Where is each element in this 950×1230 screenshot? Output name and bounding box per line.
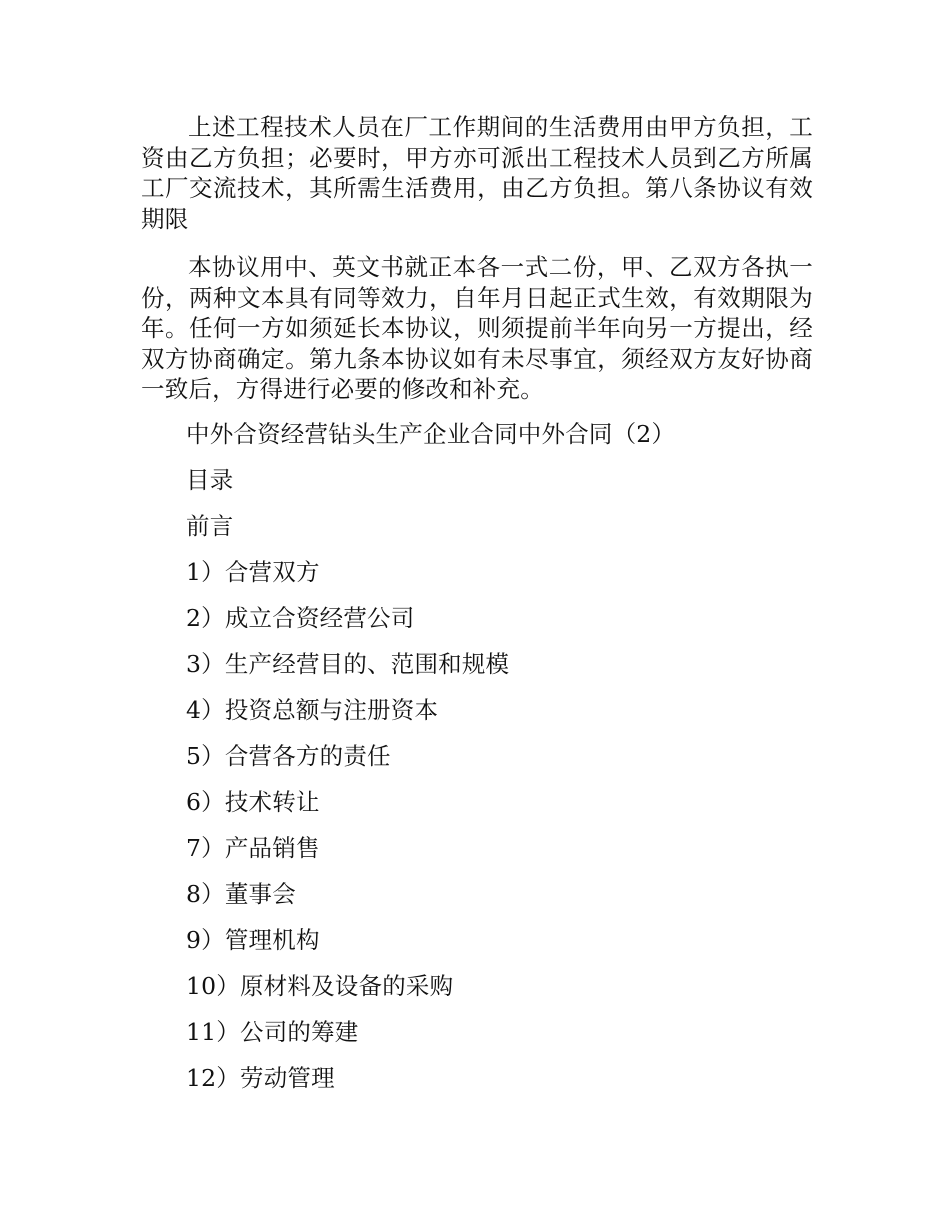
- contract-heading: 中外合资经营钻头生产企业合同中外合同（2）: [186, 420, 676, 448]
- toc-item: 8）董事会: [186, 880, 296, 908]
- toc-item: 10）原材料及设备的采购: [186, 972, 454, 1000]
- paragraph-living-expenses: 上述工程技术人员在厂工作期间的生活费用由甲方负担，工资由乙方负担；必要时，甲方亦可派出工程技术人员到乙方所属工厂交流技术，其所需生活费用，由乙方负担。第八条协议有效期限: [141, 113, 813, 233]
- toc-item: 前言: [186, 512, 234, 540]
- toc-item: 1）合营双方: [186, 558, 320, 586]
- toc-item: 7）产品销售: [186, 834, 320, 862]
- toc-item: 9）管理机构: [186, 926, 320, 954]
- toc-item: 2）成立合资经营公司: [186, 604, 415, 632]
- toc-item: 6）技术转让: [186, 788, 320, 816]
- toc-item: 3）生产经营目的、范围和规模: [186, 650, 510, 678]
- toc-title: 目录: [186, 466, 234, 494]
- paragraph-validity-term: 本协议用中、英文书就正本各一式二份，甲、乙双方各执一份，两种文本具有同等效力，自年月日起正式生效，有效期限为年。任何一方如须延长本协议，则须提前半年向另一方提出，经双方协商确定。第九条本协议如有未尽事宜，须经双方友好协商一致后，方得进行必要的修改和补充。: [141, 253, 813, 403]
- toc-item: 5）合营各方的责任: [186, 742, 391, 770]
- toc-item: 4）投资总额与注册资本: [186, 696, 439, 724]
- toc-item: 12）劳动管理: [186, 1064, 335, 1092]
- toc-item: 11）公司的筹建: [186, 1018, 359, 1046]
